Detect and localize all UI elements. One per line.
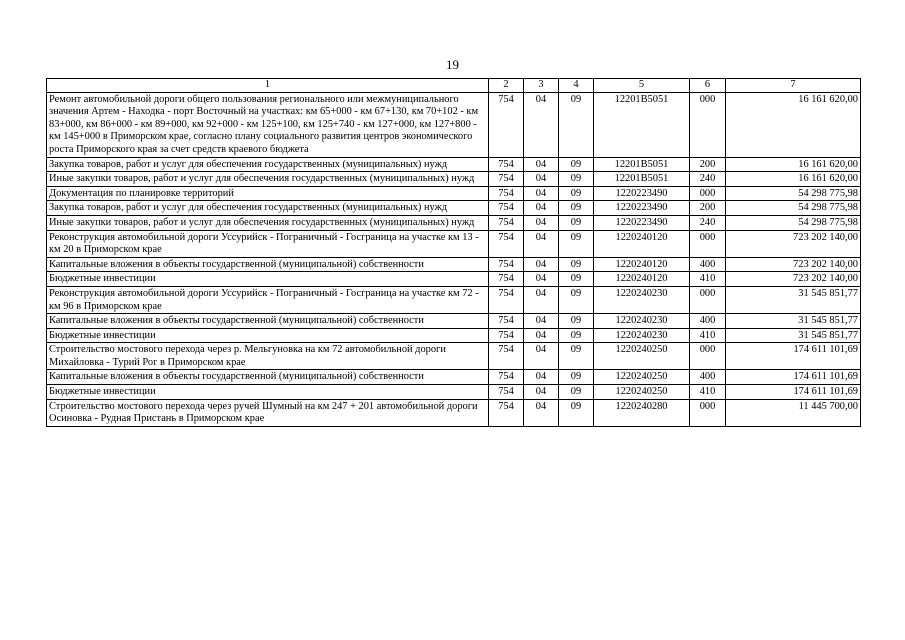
item-name-cell: Ремонт автомобильной дороги общего пользования регионального или межмуниципального значения Артем - Находка - порт Восточный на участках: км 65+000 - км 67+130, км 70+102 - км 83+000, км 86+000 - км 89+000, км 92+000 - км 125+100, км 125+740 - км 127+000, км 127+800 - км 145+000 в Приморском крае, согласно плану социального развития центров экономического роста Приморского края за счет средств краевого бюджета <box>47 92 489 157</box>
amount-cell: 31 545 851,77 <box>726 286 861 313</box>
item-name-cell: Бюджетные инвестиции <box>47 272 489 287</box>
expense-type-code-cell: 400 <box>690 370 726 385</box>
amount-cell: 54 298 775,98 <box>726 186 861 201</box>
item-name-cell: Закупка товаров, работ и услуг для обеспечения государственных (муниципальных) нужд <box>47 201 489 216</box>
table-row <box>47 257 861 272</box>
target-item-code-cell: 1220240120 <box>594 230 690 257</box>
item-name-cell: Строительство мостового перехода через р. Мельгуновка на км 72 автомобильной дороги Михайловка - Турий Рог в Приморском крае <box>47 343 489 370</box>
column-header: 1 <box>47 79 489 93</box>
section-code-cell: 04 <box>524 257 559 272</box>
subsection-code-cell: 09 <box>559 385 594 400</box>
table-row <box>47 92 861 157</box>
table-row <box>47 230 861 257</box>
amount-cell: 54 298 775,98 <box>726 215 861 230</box>
section-code-cell: 04 <box>524 201 559 216</box>
grbs-code-cell: 754 <box>489 172 524 187</box>
target-item-code-cell: 1220240250 <box>594 385 690 400</box>
amount-cell: 31 545 851,77 <box>726 314 861 329</box>
target-item-code-cell: 1220240120 <box>594 272 690 287</box>
expense-type-code-cell: 410 <box>690 385 726 400</box>
amount-cell: 174 611 101,69 <box>726 370 861 385</box>
target-item-code-cell: 12201B5051 <box>594 92 690 157</box>
target-item-code-cell: 1220240230 <box>594 286 690 313</box>
expense-type-code-cell: 000 <box>690 343 726 370</box>
amount-cell: 174 611 101,69 <box>726 385 861 400</box>
section-code-cell: 04 <box>524 92 559 157</box>
table-row <box>47 314 861 329</box>
amount-cell: 16 161 620,00 <box>726 157 861 172</box>
item-name-cell: Иные закупки товаров, работ и услуг для обеспечения государственных (муниципальных) нужд <box>47 172 489 187</box>
expense-type-code-cell: 200 <box>690 157 726 172</box>
item-name-cell: Капитальные вложения в объекты государственной (муниципальной) собственности <box>47 370 489 385</box>
grbs-code-cell: 754 <box>489 328 524 343</box>
expense-type-code-cell: 000 <box>690 186 726 201</box>
grbs-code-cell: 754 <box>489 370 524 385</box>
subsection-code-cell: 09 <box>559 230 594 257</box>
subsection-code-cell: 09 <box>559 370 594 385</box>
table-row <box>47 201 861 216</box>
column-header: 3 <box>524 79 559 93</box>
subsection-code-cell: 09 <box>559 257 594 272</box>
subsection-code-cell: 09 <box>559 186 594 201</box>
subsection-code-cell: 09 <box>559 272 594 287</box>
header-row <box>47 79 861 93</box>
table-row <box>47 157 861 172</box>
table-row <box>47 272 861 287</box>
subsection-code-cell: 09 <box>559 314 594 329</box>
grbs-code-cell: 754 <box>489 186 524 201</box>
column-header: 7 <box>726 79 861 93</box>
expense-type-code-cell: 000 <box>690 230 726 257</box>
item-name-cell: Бюджетные инвестиции <box>47 328 489 343</box>
column-header: 6 <box>690 79 726 93</box>
amount-cell: 54 298 775,98 <box>726 201 861 216</box>
section-code-cell: 04 <box>524 272 559 287</box>
target-item-code-cell: 1220240230 <box>594 328 690 343</box>
grbs-code-cell: 754 <box>489 343 524 370</box>
expense-type-code-cell: 400 <box>690 314 726 329</box>
section-code-cell: 04 <box>524 172 559 187</box>
table-row <box>47 385 861 400</box>
table-row <box>47 328 861 343</box>
section-code-cell: 04 <box>524 343 559 370</box>
grbs-code-cell: 754 <box>489 157 524 172</box>
item-name-cell: Документация по планировке территорий <box>47 186 489 201</box>
table-row <box>47 399 861 426</box>
amount-cell: 16 161 620,00 <box>726 92 861 157</box>
subsection-code-cell: 09 <box>559 343 594 370</box>
table-row <box>47 186 861 201</box>
section-code-cell: 04 <box>524 370 559 385</box>
expense-type-code-cell: 240 <box>690 215 726 230</box>
grbs-code-cell: 754 <box>489 257 524 272</box>
subsection-code-cell: 09 <box>559 328 594 343</box>
target-item-code-cell: 1220240280 <box>594 399 690 426</box>
table-row <box>47 172 861 187</box>
grbs-code-cell: 754 <box>489 314 524 329</box>
subsection-code-cell: 09 <box>559 92 594 157</box>
section-code-cell: 04 <box>524 230 559 257</box>
target-item-code-cell: 1220223490 <box>594 186 690 201</box>
expense-type-code-cell: 240 <box>690 172 726 187</box>
item-name-cell: Капитальные вложения в объекты государственной (муниципальной) собственности <box>47 314 489 329</box>
section-code-cell: 04 <box>524 215 559 230</box>
expense-type-code-cell: 200 <box>690 201 726 216</box>
target-item-code-cell: 1220240230 <box>594 314 690 329</box>
target-item-code-cell: 1220223490 <box>594 215 690 230</box>
amount-cell: 723 202 140,00 <box>726 272 861 287</box>
item-name-cell: Строительство мостового перехода через ручей Шумный на км 247 + 201 автомобильной дороги Осиновка - Рудная Пристань в Приморском крае <box>47 399 489 426</box>
target-item-code-cell: 1220240250 <box>594 370 690 385</box>
section-code-cell: 04 <box>524 186 559 201</box>
grbs-code-cell: 754 <box>489 230 524 257</box>
column-header: 4 <box>559 79 594 93</box>
target-item-code-cell: 1220240250 <box>594 343 690 370</box>
expense-type-code-cell: 000 <box>690 286 726 313</box>
table-row <box>47 343 861 370</box>
expense-type-code-cell: 400 <box>690 257 726 272</box>
item-name-cell: Капитальные вложения в объекты государственной (муниципальной) собственности <box>47 257 489 272</box>
table-row <box>47 215 861 230</box>
subsection-code-cell: 09 <box>559 201 594 216</box>
item-name-cell: Бюджетные инвестиции <box>47 385 489 400</box>
grbs-code-cell: 754 <box>489 286 524 313</box>
amount-cell: 723 202 140,00 <box>726 257 861 272</box>
budget-table <box>46 78 861 427</box>
amount-cell: 31 545 851,77 <box>726 328 861 343</box>
item-name-cell: Закупка товаров, работ и услуг для обеспечения государственных (муниципальных) нужд <box>47 157 489 172</box>
subsection-code-cell: 09 <box>559 399 594 426</box>
subsection-code-cell: 09 <box>559 157 594 172</box>
amount-cell: 11 445 700,00 <box>726 399 861 426</box>
section-code-cell: 04 <box>524 286 559 313</box>
section-code-cell: 04 <box>524 157 559 172</box>
expense-type-code-cell: 410 <box>690 328 726 343</box>
subsection-code-cell: 09 <box>559 172 594 187</box>
target-item-code-cell: 1220223490 <box>594 201 690 216</box>
grbs-code-cell: 754 <box>489 201 524 216</box>
target-item-code-cell: 12201B5051 <box>594 157 690 172</box>
section-code-cell: 04 <box>524 328 559 343</box>
grbs-code-cell: 754 <box>489 399 524 426</box>
item-name-cell: Реконструкция автомобильной дороги Уссурийск - Пограничный - Госграница на участке км 72 - км 96 в Приморском крае <box>47 286 489 313</box>
expense-type-code-cell: 000 <box>690 92 726 157</box>
subsection-code-cell: 09 <box>559 286 594 313</box>
section-code-cell: 04 <box>524 385 559 400</box>
section-code-cell: 04 <box>524 314 559 329</box>
amount-cell: 723 202 140,00 <box>726 230 861 257</box>
expense-type-code-cell: 000 <box>690 399 726 426</box>
subsection-code-cell: 09 <box>559 215 594 230</box>
target-item-code-cell: 1220240120 <box>594 257 690 272</box>
amount-cell: 16 161 620,00 <box>726 172 861 187</box>
grbs-code-cell: 754 <box>489 92 524 157</box>
column-header: 5 <box>594 79 690 93</box>
table-row <box>47 286 861 313</box>
grbs-code-cell: 754 <box>489 215 524 230</box>
table-row <box>47 370 861 385</box>
grbs-code-cell: 754 <box>489 272 524 287</box>
amount-cell: 174 611 101,69 <box>726 343 861 370</box>
page-number: 19 <box>446 57 459 72</box>
item-name-cell: Иные закупки товаров, работ и услуг для обеспечения государственных (муниципальных) нужд <box>47 215 489 230</box>
target-item-code-cell: 12201B5051 <box>594 172 690 187</box>
item-name-cell: Реконструкция автомобильной дороги Уссурийск - Пограничный - Госграница на участке км 13 - км 20 в Приморском крае <box>47 230 489 257</box>
section-code-cell: 04 <box>524 399 559 426</box>
grbs-code-cell: 754 <box>489 385 524 400</box>
expense-type-code-cell: 410 <box>690 272 726 287</box>
column-header: 2 <box>489 79 524 93</box>
